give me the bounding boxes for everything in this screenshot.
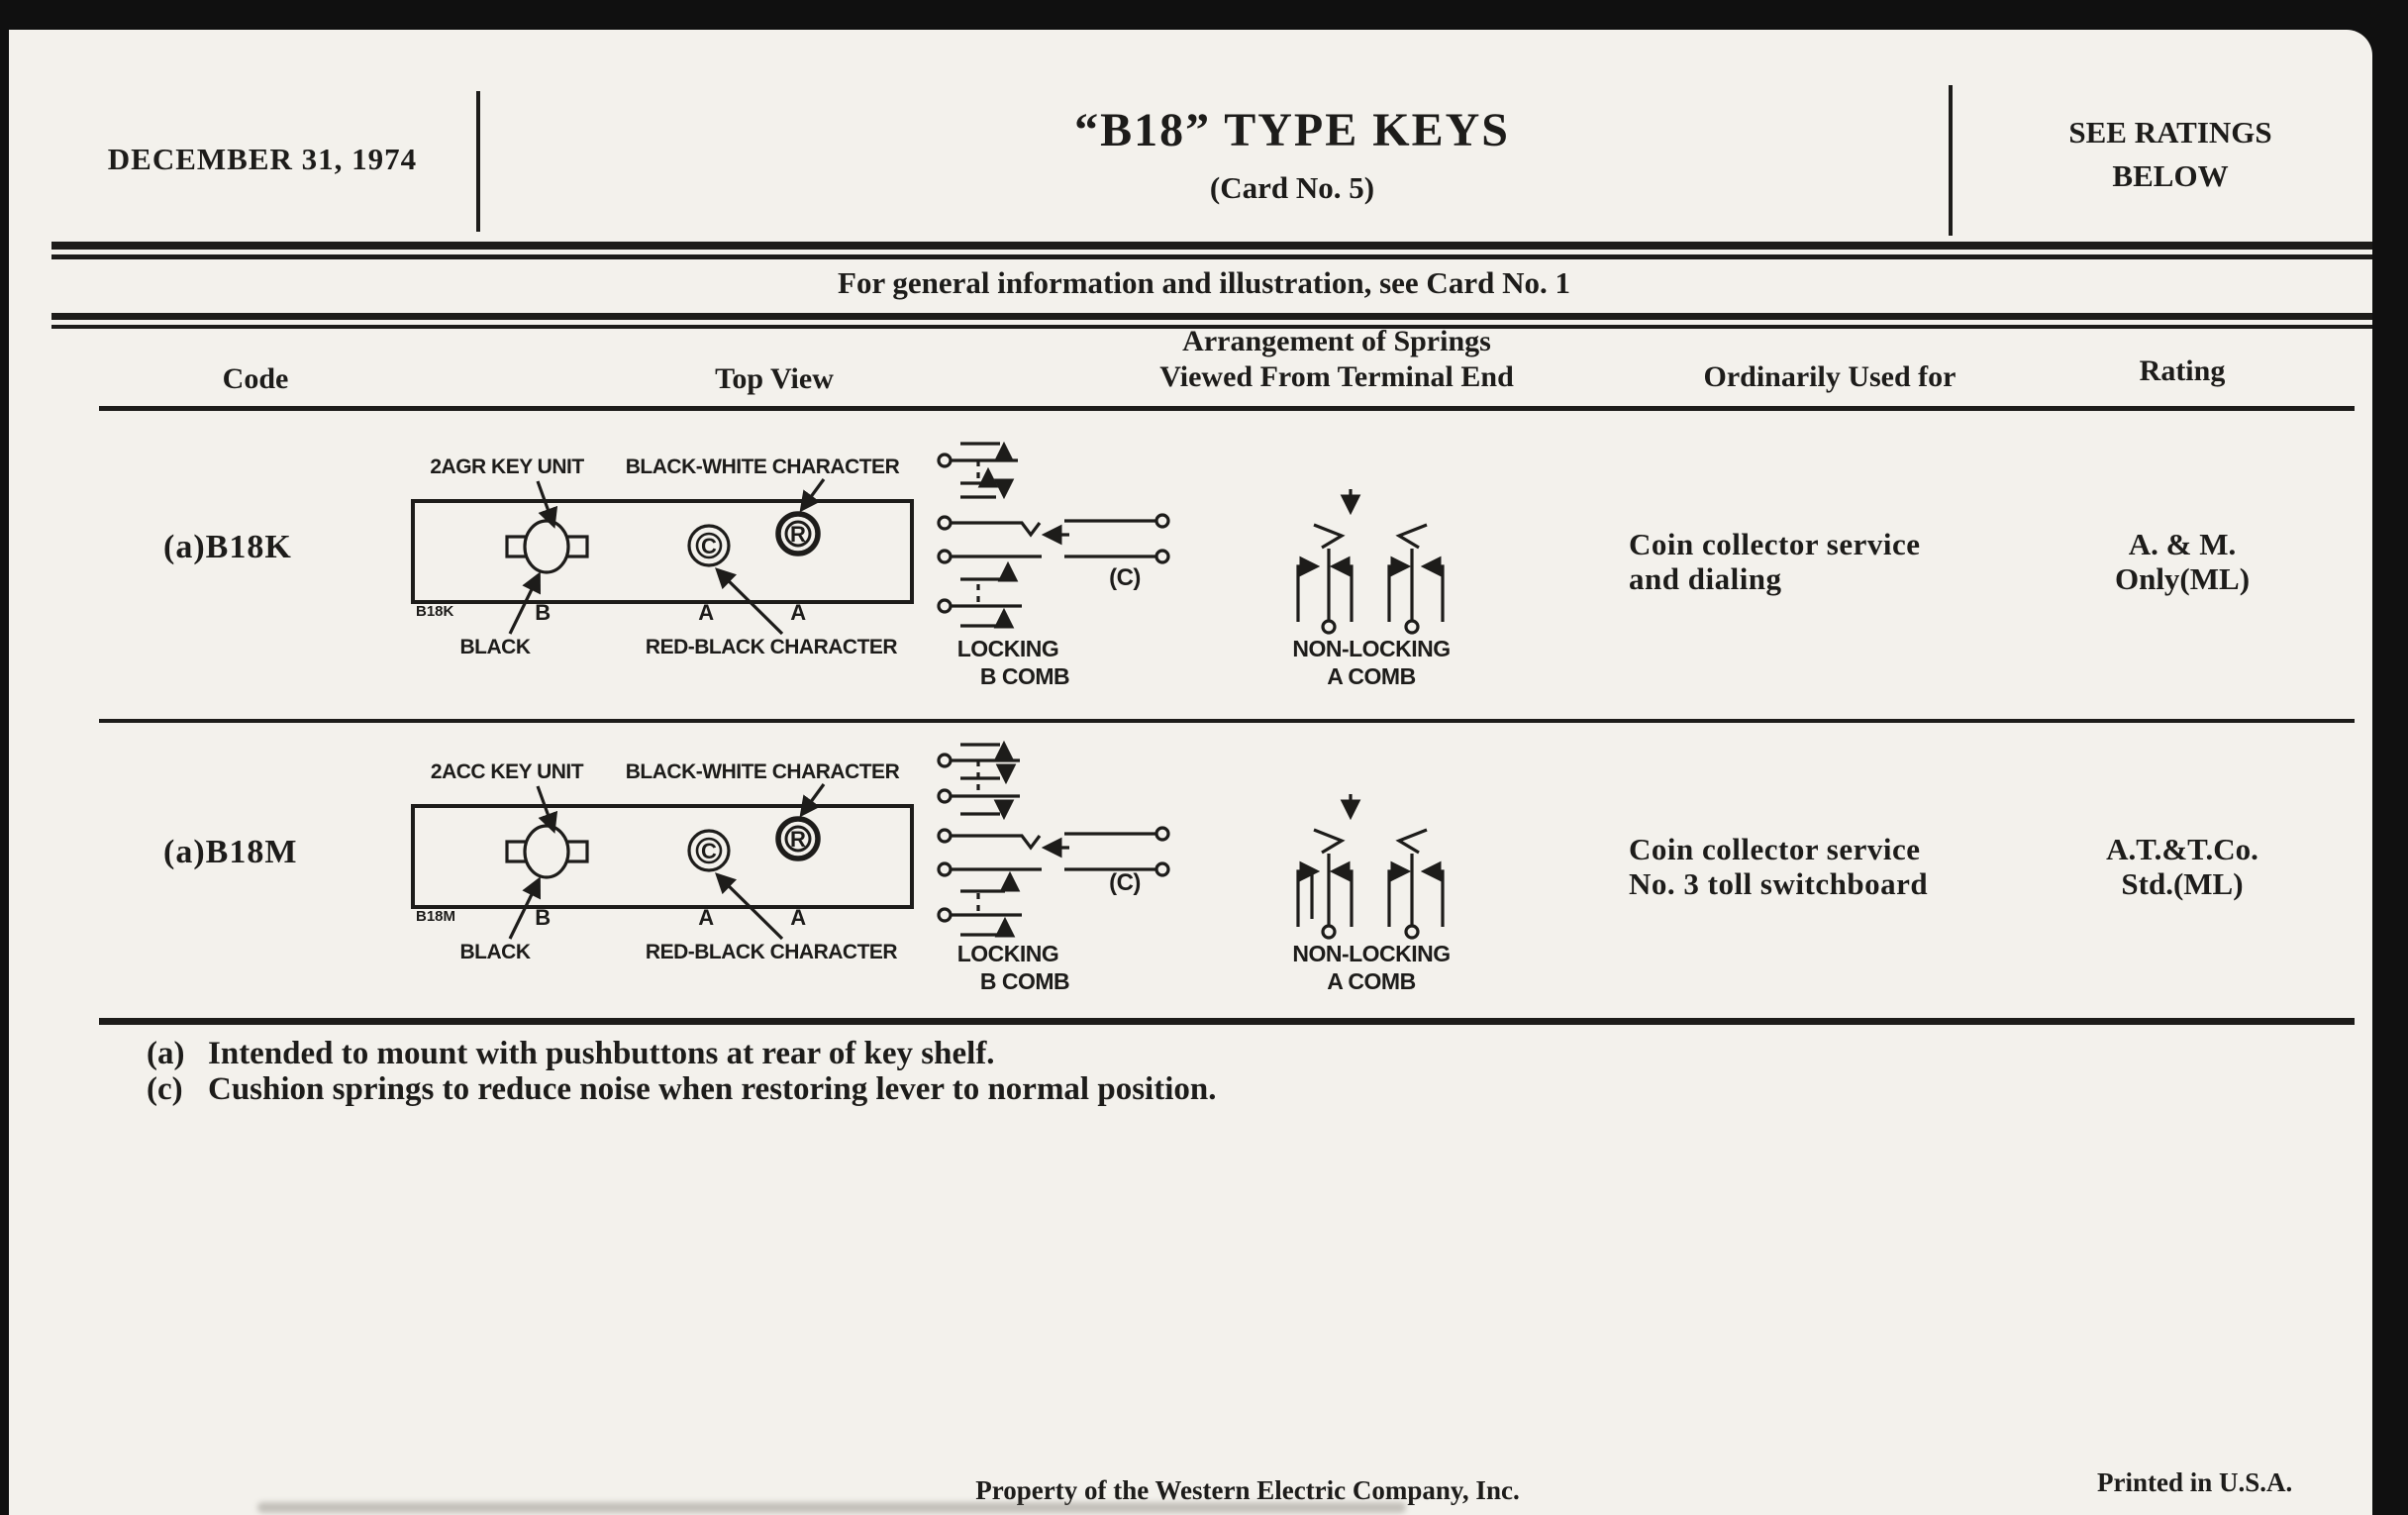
rating-line2: Only(ML): [2114, 561, 2251, 596]
footnote-a-text: Intended to mount with pushbuttons at rear of key shelf.: [208, 1036, 995, 1071]
black-label: BLACK: [459, 941, 531, 963]
used-for-text: [1629, 527, 1920, 596]
col-header-rating: Rating: [2139, 354, 2226, 387]
button-a1-letter: A: [698, 600, 714, 625]
used-for-line2: and dialing: [1629, 561, 1782, 596]
button-r-letter: R: [790, 522, 806, 547]
red-black-character-label: RED-BLACK CHARACTER: [645, 636, 898, 658]
table-row-b18m: [0, 721, 2408, 1026]
footnote-c-text: Cushion springs to reduce noise when restoring lever to normal position.: [208, 1071, 1217, 1107]
ratings-note: [1972, 111, 2368, 198]
header-divider-left: [476, 91, 480, 232]
button-a1-letter: A: [698, 905, 714, 930]
col-header-top-view: Top View: [715, 362, 834, 395]
footer-property-notice: Property of the Western Electric Company, Inc.: [975, 1475, 1520, 1505]
cushion-springs-label: (C): [1109, 564, 1141, 591]
lever-letter: B: [535, 905, 551, 930]
header-divider-right: [1949, 85, 1953, 236]
double-rule-info-1: [51, 313, 2384, 320]
scan-border-right: [2372, 0, 2408, 1515]
button-a2-letter: A: [790, 905, 806, 930]
code-label: (a)B18K: [163, 529, 292, 565]
used-for-line1: Coin collector service: [1629, 527, 1921, 561]
header-underline-rule: [99, 406, 2355, 411]
issue-date: DECEMBER 31, 1974: [107, 142, 418, 176]
double-rule-top-1: [51, 242, 2384, 250]
rating-line1: A.T.&T.Co.: [2106, 832, 2258, 866]
footnote-a-marker: (a): [147, 1036, 185, 1071]
rating-line1: A. & M.: [2128, 527, 2237, 561]
button-r-letter: R: [790, 827, 806, 852]
red-black-character-label: RED-BLACK CHARACTER: [645, 941, 898, 963]
card-number: (Card No. 5): [1209, 170, 1375, 205]
rating-text: [2034, 527, 2331, 596]
lever-letter: B: [535, 600, 551, 625]
ratings-note-line2: BELOW: [2112, 158, 2229, 193]
a-comb-diagram: [1272, 475, 1470, 658]
black-white-character-label: BLACK-WHITE CHARACTER: [625, 455, 900, 478]
b-comb-caption-line2: B COMB: [979, 968, 1070, 994]
col-header-springs-line2: Viewed From Terminal End: [1159, 360, 1514, 393]
code-label: (a)B18M: [163, 834, 298, 870]
model-label: B18M: [416, 908, 456, 925]
footnote-a: [147, 1036, 995, 1072]
top-view-diagram: [406, 751, 921, 1008]
table-row-b18k: [0, 416, 2408, 721]
used-for-line1: Coin collector service: [1629, 832, 1921, 866]
key-unit-label: 2ACC KEY UNIT: [430, 760, 584, 783]
black-white-character-label: BLACK-WHITE CHARACTER: [625, 760, 900, 783]
footnote-c-marker: (c): [147, 1071, 183, 1107]
scan-border-top: [0, 0, 2408, 30]
key-unit-label: 2AGR KEY UNIT: [430, 455, 584, 478]
black-label: BLACK: [459, 636, 531, 658]
b-comb-caption-line1: LOCKING: [956, 636, 1059, 661]
cushion-springs-label: (C): [1109, 869, 1141, 896]
button-a2-letter: A: [790, 600, 806, 625]
a-comb-caption-line1: NON-LOCKING: [1292, 941, 1451, 966]
top-view-diagram: [406, 446, 921, 703]
model-label: B18K: [416, 603, 454, 620]
rating-line2: Std.(ML): [2121, 866, 2244, 901]
col-header-springs-line1: Arrangement of Springs: [1182, 325, 1491, 357]
used-for-text: [1629, 832, 1928, 901]
a-comb-diagram: [1272, 780, 1470, 963]
b-comb-caption-line2: B COMB: [979, 663, 1070, 689]
button-c-letter: C: [701, 534, 717, 558]
col-header-code: Code: [222, 362, 289, 395]
used-for-line2: No. 3 toll switchboard: [1629, 866, 1929, 901]
scan-smudge-artifact: [257, 1502, 1406, 1513]
info-banner: For general information and illustration, see Card No. 1: [838, 265, 1570, 300]
page-title: “B18” TYPE KEYS: [1074, 104, 1510, 156]
a-comb-caption-line1: NON-LOCKING: [1292, 636, 1451, 661]
b-comb-caption-line1: LOCKING: [956, 941, 1059, 966]
footnote-c: [147, 1071, 1216, 1108]
ratings-note-line1: SEE RATINGS: [2068, 115, 2272, 150]
rating-text: [2034, 832, 2331, 901]
col-header-used-for: Ordinarily Used for: [1703, 360, 1956, 393]
a-comb-caption-line2: A COMB: [1327, 663, 1416, 689]
table-bottom-rule: [99, 1018, 2355, 1025]
footer-printed-in: Printed in U.S.A.: [2097, 1467, 2293, 1497]
a-comb-caption-line2: A COMB: [1327, 968, 1416, 994]
double-rule-top-2: [51, 254, 2384, 259]
button-c-letter: C: [701, 839, 717, 863]
